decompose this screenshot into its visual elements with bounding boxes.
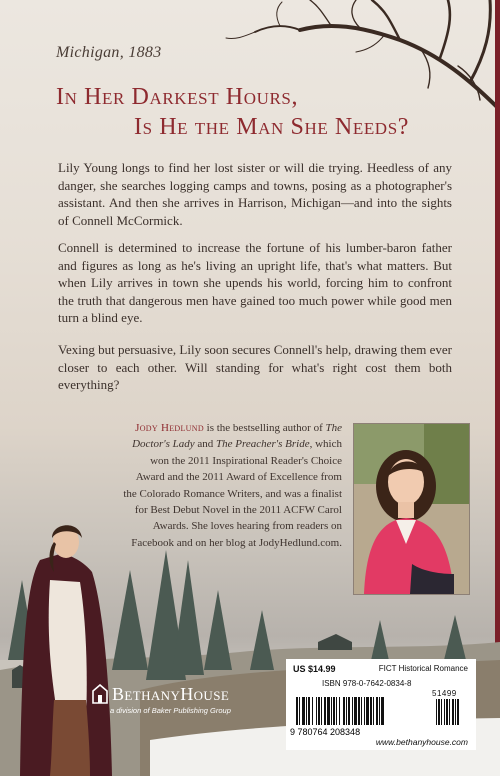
bio-text-3: , which won the 2011 Inspirational Reader's Choice Award and the 2011 Award of Excellence from the Colorado Romance Writers, and was a finalist for Best Debut Novel in the 2011 ACFW Carol Awards. She loves hearing from readers on Facebook and on her blog at JodyHedlund.com. [123, 438, 342, 549]
synopsis-paragraph-2: Connell is determined to increase the fortune of his lumber-baron father and figures as long as he's living an upright life, that's what matters. But when Lily arrives in town she upends his world, forcing him to confront the truth that dangerous men have gained too much power while good men turn a blind eye. [58, 240, 452, 326]
woman-figure [20, 525, 112, 776]
category-label: FICT Historical Romance [378, 664, 468, 673]
publisher-subtitle: a division of Baker Publishing Group [110, 706, 231, 715]
barcode [290, 689, 472, 737]
synopsis-paragraph-1: Lily Young longs to find her lost sister or will die trying. Heedless of any danger, she searches logging camps and towns, posing as a photographer's assistant. And then she arrives in Harrison, Michigan—and into the sights of Connell McCormick. [58, 160, 452, 228]
barcode-box [286, 659, 476, 750]
setting-line: Michigan, 1883 [56, 44, 162, 61]
publisher-house-icon [92, 684, 108, 704]
publisher-name: BethanyHouse [112, 684, 230, 704]
headline-line-1: In Her Darkest Hours, [56, 84, 299, 110]
barcode-number: 9 780764 208348 [290, 727, 361, 737]
isbn-text: ISBN 978-0-7642-0834-8 [322, 679, 412, 688]
addon-code: 51499 [432, 689, 457, 698]
book-title-2: The Preacher's Bride [216, 438, 310, 451]
synopsis-paragraph-3: Vexing but persuasive, Lily soon secures Connell's help, drawing them ever closer to each other. Will standing for what's right cost them both everything? [58, 342, 452, 393]
bio-text-2: and [194, 438, 217, 451]
bio-text-1: is the bestselling author of [203, 422, 326, 434]
price-label: US $14.99 [293, 664, 336, 674]
headline-line-2: Is He the Man She Needs? [134, 114, 409, 140]
book-title-1: The Doctor's Lady [132, 422, 342, 451]
author-name: Jody Hedlund [135, 422, 204, 434]
website-text: www.bethanyhouse.com [375, 737, 468, 747]
